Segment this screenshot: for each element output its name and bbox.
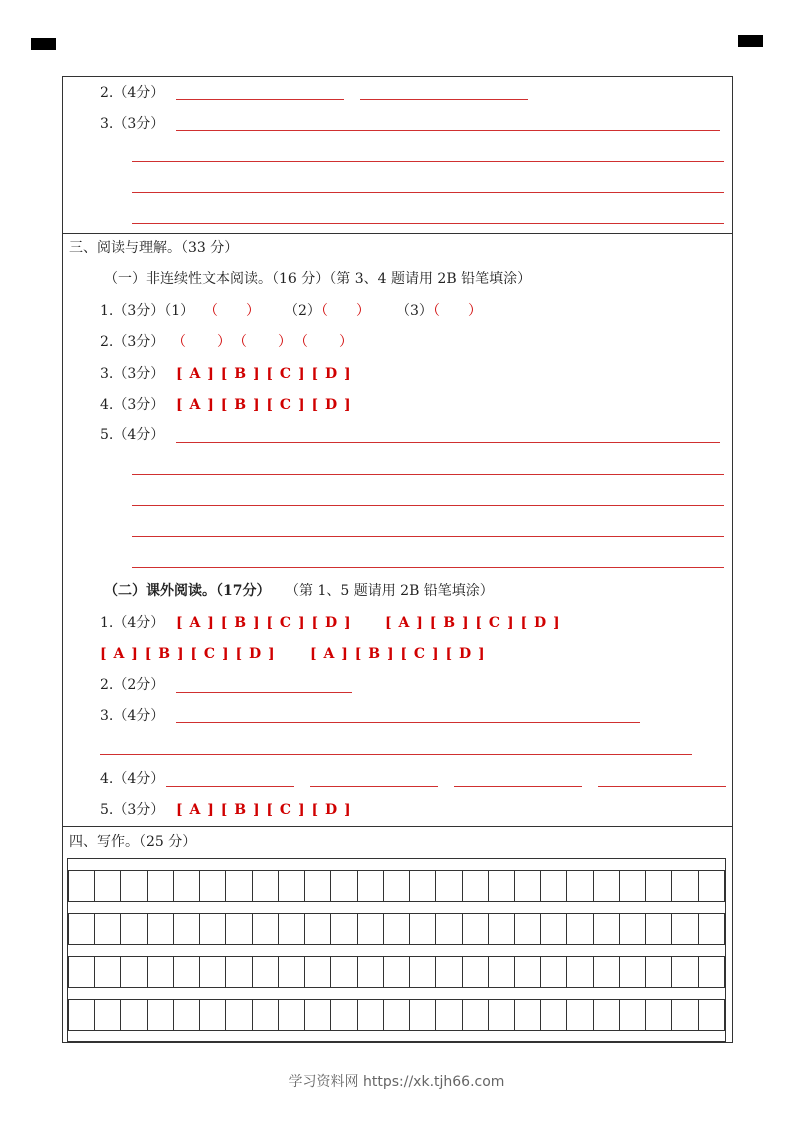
writing-grid-cell[interactable] — [515, 914, 541, 944]
writing-grid-cell[interactable] — [200, 1000, 226, 1030]
registration-mark-left — [31, 38, 56, 50]
writing-grid-cell[interactable] — [95, 1000, 121, 1030]
writing-grid-cell[interactable] — [279, 914, 305, 944]
writing-grid-cell[interactable] — [358, 871, 384, 901]
p2-q4-answer-line-4[interactable] — [598, 786, 726, 787]
s2-q3-label: 3.（3分） — [100, 116, 165, 132]
section3-title: 三、阅读与理解。（33 分） — [69, 240, 239, 256]
writing-grid-cell[interactable] — [620, 1000, 646, 1030]
p2-q5-label: 5.（3分） — [100, 802, 165, 818]
writing-grid-cell[interactable] — [463, 957, 489, 987]
writing-grid-cell[interactable] — [410, 1000, 436, 1030]
writing-grid-row[interactable] — [68, 913, 725, 945]
writing-grid-cell[interactable] — [305, 1000, 331, 1030]
writing-grid-cell[interactable] — [436, 914, 462, 944]
p2-q1-options-c[interactable]: [ A ] [ B ] [ C ] [ D ] — [100, 646, 276, 662]
writing-grid-cell[interactable] — [358, 914, 384, 944]
writing-grid-cell[interactable] — [279, 957, 305, 987]
writing-grid-cell[interactable] — [384, 914, 410, 944]
p2-q3-answer-line-2[interactable] — [100, 754, 692, 755]
writing-grid-cell[interactable] — [567, 914, 593, 944]
p1-q5-answer-line-5[interactable] — [132, 567, 724, 568]
writing-grid-cell[interactable] — [699, 1000, 724, 1030]
writing-grid-cell[interactable] — [594, 957, 620, 987]
writing-grid-cell[interactable] — [95, 957, 121, 987]
writing-grid-cell[interactable] — [384, 871, 410, 901]
writing-grid-cell[interactable] — [699, 914, 724, 944]
s2-q2-answer-line-2[interactable] — [360, 99, 528, 100]
writing-grid-cell[interactable] — [200, 914, 226, 944]
writing-grid-cell[interactable] — [620, 957, 646, 987]
writing-grid-cell[interactable] — [672, 1000, 698, 1030]
writing-grid-cell[interactable] — [253, 957, 279, 987]
writing-grid-cell[interactable] — [567, 871, 593, 901]
writing-grid-cell[interactable] — [594, 914, 620, 944]
writing-grid-cell[interactable] — [489, 914, 515, 944]
writing-grid-cell[interactable] — [331, 1000, 357, 1030]
p1-q1-blank-2[interactable]: （ ） — [314, 303, 370, 319]
writing-grid-cell[interactable] — [331, 871, 357, 901]
part1-title: （一）非连续性文本阅读。（16 分）（第 3、4 题请用 2B 铅笔填涂） — [104, 271, 532, 287]
s2-q3-answer-line-3[interactable] — [132, 192, 724, 193]
p1-q1-sub3: （3） — [396, 303, 433, 319]
p1-q4-options[interactable]: [ A ] [ B ] [ C ] [ D ] — [176, 397, 352, 413]
writing-grid-cell[interactable] — [594, 1000, 620, 1030]
p1-q3-options[interactable]: [ A ] [ B ] [ C ] [ D ] — [176, 366, 352, 382]
writing-grid-row[interactable] — [68, 956, 725, 988]
p1-q1-blank-1[interactable]: （ ） — [204, 303, 260, 319]
writing-grid-cell[interactable] — [410, 957, 436, 987]
writing-grid-cell[interactable] — [226, 957, 252, 987]
p1-q4-label: 4.（3分） — [100, 397, 165, 413]
writing-grid-cell[interactable] — [69, 1000, 95, 1030]
writing-grid-cell[interactable] — [121, 1000, 147, 1030]
writing-grid-cell[interactable] — [253, 871, 279, 901]
writing-grid-cell[interactable] — [489, 871, 515, 901]
writing-grid-cell[interactable] — [148, 914, 174, 944]
writing-grid-cell[interactable] — [620, 871, 646, 901]
part2-note: （第 1、5 题请用 2B 铅笔填涂） — [285, 583, 494, 599]
p1-q2-blanks[interactable]: （ ） （ ） （ ） — [172, 334, 354, 350]
writing-grid-cell[interactable] — [305, 871, 331, 901]
p2-q2-label: 2.（2分） — [100, 677, 165, 693]
p2-q4-answer-line-2[interactable] — [310, 786, 438, 787]
s2-q3-answer-line-1[interactable] — [176, 130, 720, 131]
writing-grid-cell[interactable] — [489, 1000, 515, 1030]
s2-q2-label: 2.（4分） — [100, 85, 165, 101]
s2-q3-answer-line-4[interactable] — [132, 223, 724, 224]
p2-q2-answer-line[interactable] — [176, 692, 352, 693]
p2-q3-answer-line-1[interactable] — [176, 722, 640, 723]
p1-q1-blank-3[interactable]: （ ） — [426, 303, 482, 319]
p1-q1-sub2: （2） — [284, 303, 321, 319]
writing-grid-cell[interactable] — [463, 914, 489, 944]
writing-grid-cell[interactable] — [174, 1000, 200, 1030]
writing-grid-cell[interactable] — [174, 957, 200, 987]
writing-grid-cell[interactable] — [646, 1000, 672, 1030]
p1-q5-answer-line-3[interactable] — [132, 505, 724, 506]
writing-grid-cell[interactable] — [646, 871, 672, 901]
writing-grid-cell[interactable] — [226, 914, 252, 944]
writing-grid-cell[interactable] — [594, 871, 620, 901]
writing-grid-cell[interactable] — [699, 871, 724, 901]
section3-box — [62, 233, 733, 827]
writing-grid-cell[interactable] — [436, 957, 462, 987]
s2-q2-answer-line-1[interactable] — [176, 99, 344, 100]
writing-grid-cell[interactable] — [515, 957, 541, 987]
writing-grid-cell[interactable] — [69, 957, 95, 987]
writing-grid-cell[interactable] — [148, 871, 174, 901]
writing-grid-cell[interactable] — [672, 957, 698, 987]
writing-grid-cell[interactable] — [253, 1000, 279, 1030]
p1-q3-label: 3.（3分） — [100, 366, 165, 382]
writing-grid-cell[interactable] — [358, 957, 384, 987]
writing-grid-cell[interactable] — [541, 957, 567, 987]
writing-grid-cell[interactable] — [567, 957, 593, 987]
writing-grid-cell[interactable] — [436, 1000, 462, 1030]
writing-grid-cell[interactable] — [463, 871, 489, 901]
writing-grid-cell[interactable] — [699, 957, 724, 987]
writing-grid-row[interactable] — [68, 999, 725, 1031]
writing-grid-cell[interactable] — [121, 957, 147, 987]
writing-grid-cell[interactable] — [646, 914, 672, 944]
p1-q5-answer-line-4[interactable] — [132, 536, 724, 537]
p2-q1-options-a[interactable]: [ A ] [ B ] [ C ] [ D ] — [176, 615, 352, 631]
writing-grid-cell[interactable] — [148, 1000, 174, 1030]
p2-q3-label: 3.（4分） — [100, 708, 165, 724]
writing-grid-cell[interactable] — [121, 914, 147, 944]
writing-grid-cell[interactable] — [148, 957, 174, 987]
writing-grid-cell[interactable] — [620, 914, 646, 944]
writing-grid-cell[interactable] — [515, 1000, 541, 1030]
writing-grid-cell[interactable] — [305, 957, 331, 987]
p1-q5-label: 5.（4分） — [100, 427, 165, 443]
writing-grid-cell[interactable] — [69, 871, 95, 901]
writing-grid-cell[interactable] — [436, 871, 462, 901]
p2-q1-options-d[interactable]: [ A ] [ B ] [ C ] [ D ] — [310, 646, 486, 662]
writing-grid-cell[interactable] — [541, 871, 567, 901]
writing-grid-cell[interactable] — [174, 914, 200, 944]
part2-title: （二）课外阅读。（17分） — [104, 583, 271, 599]
writing-grid-cell[interactable] — [541, 914, 567, 944]
writing-grid-cell[interactable] — [305, 914, 331, 944]
writing-grid-cell[interactable] — [253, 914, 279, 944]
writing-grid-cell[interactable] — [672, 914, 698, 944]
writing-grid-cell[interactable] — [279, 1000, 305, 1030]
writing-grid-cell[interactable] — [331, 957, 357, 987]
writing-grid-cell[interactable] — [95, 871, 121, 901]
writing-grid-cell[interactable] — [515, 871, 541, 901]
writing-grid-cell[interactable] — [174, 871, 200, 901]
writing-grid-cell[interactable] — [200, 871, 226, 901]
writing-grid-cell[interactable] — [489, 957, 515, 987]
writing-grid-cell[interactable] — [331, 914, 357, 944]
writing-grid-cell[interactable] — [646, 957, 672, 987]
writing-grid-row[interactable] — [68, 870, 725, 902]
writing-grid-cell[interactable] — [463, 1000, 489, 1030]
p1-q2-label: 2.（3分） — [100, 334, 165, 350]
writing-grid-cell[interactable] — [384, 957, 410, 987]
writing-grid-cell[interactable] — [121, 871, 147, 901]
section4-title: 四、写作。（25 分） — [69, 834, 197, 850]
writing-grid-cell[interactable] — [95, 914, 121, 944]
writing-grid-cell[interactable] — [410, 871, 436, 901]
p2-q4-label: 4.（4分） — [100, 771, 165, 787]
writing-grid-cell[interactable] — [567, 1000, 593, 1030]
writing-grid-cell[interactable] — [200, 957, 226, 987]
p2-q4-answer-line-3[interactable] — [454, 786, 582, 787]
p1-q1-label: 1.（3分）（1） — [100, 303, 195, 319]
p2-q4-answer-line-1[interactable] — [166, 786, 294, 787]
s2-q3-answer-line-2[interactable] — [132, 161, 724, 162]
footer-watermark: 学习资料网 https://xk.tjh66.com — [288, 1074, 505, 1090]
p1-q5-answer-line-2[interactable] — [132, 474, 724, 475]
writing-grid-cell[interactable] — [672, 871, 698, 901]
writing-grid-cell[interactable] — [226, 871, 252, 901]
p2-q5-options[interactable]: [ A ] [ B ] [ C ] [ D ] — [176, 802, 352, 818]
p2-q1-options-b[interactable]: [ A ] [ B ] [ C ] [ D ] — [385, 615, 561, 631]
writing-grid-cell[interactable] — [384, 1000, 410, 1030]
writing-grid-cell[interactable] — [226, 1000, 252, 1030]
p2-q1-label: 1.（4分） — [100, 615, 165, 631]
registration-mark-right — [738, 35, 763, 47]
writing-grid-cell[interactable] — [541, 1000, 567, 1030]
p1-q5-answer-line-1[interactable] — [176, 442, 720, 443]
writing-grid-cell[interactable] — [358, 1000, 384, 1030]
writing-grid-cell[interactable] — [69, 914, 95, 944]
writing-grid-cell[interactable] — [279, 871, 305, 901]
writing-grid-cell[interactable] — [410, 914, 436, 944]
